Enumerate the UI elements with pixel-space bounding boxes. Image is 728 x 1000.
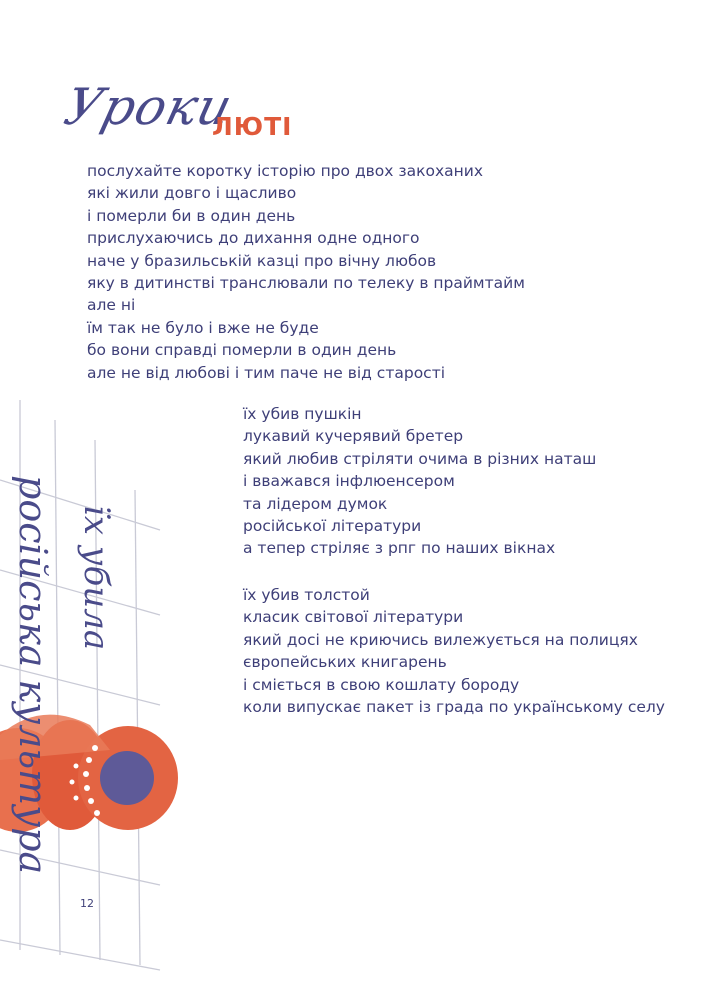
purple-circle	[100, 751, 154, 805]
stanza-2	[243, 403, 596, 560]
stanza-1	[87, 160, 525, 384]
poem-line: яку в дитинстві транслювали по телеку в праймтайм	[87, 273, 525, 292]
poem-line: європейських книгарень	[243, 653, 447, 672]
grid-line	[0, 940, 160, 970]
dot	[92, 745, 98, 751]
poem-line: який любив стріляти очима в різних наташ	[243, 449, 597, 468]
poem-line: і сміється в свою кошлату бороду	[243, 675, 520, 694]
poem-line: російської літератури	[243, 516, 422, 535]
poem-line: прислухаючись до дихання одне одного	[87, 229, 420, 248]
poem-line: і вважався інфлюенсером	[243, 472, 455, 491]
poem-line: який досі не криючись вилежується на полицях	[243, 630, 638, 649]
dot	[88, 798, 94, 804]
poem-line: коли випускає пакет із града по українському селу	[243, 697, 665, 716]
poem-line: які жили довго і щасливо	[87, 184, 297, 203]
poem-line: їх убив пушкін	[243, 405, 362, 423]
title-script: Уроки	[58, 78, 239, 136]
poem-line: бо вони справді померли в один день	[87, 341, 397, 360]
poem-line: та лідером думок	[243, 494, 388, 513]
side-illustration	[0, 380, 200, 980]
dot	[74, 796, 79, 801]
side-text-2: російська культура	[11, 475, 55, 875]
dot	[94, 810, 100, 816]
dot	[83, 771, 89, 777]
poem-line: але не від любові і тим паче не від старості	[87, 363, 446, 382]
title-bold: ЛЮТІ	[212, 112, 293, 141]
poem-line: класик світової літератури	[243, 608, 464, 627]
poem-line: але ні	[87, 296, 136, 315]
dot	[74, 764, 79, 769]
poem-line: їм так не було і вже не буде	[87, 318, 319, 337]
dot	[70, 780, 75, 785]
dot	[86, 757, 92, 763]
dot	[84, 785, 90, 791]
poem-line: наче у бразильській казці про вічну любов	[87, 251, 437, 270]
poem-line: і померли би в один день	[87, 206, 296, 225]
stanza-3	[243, 584, 665, 718]
side-text-1: їх убила	[76, 505, 116, 651]
page-number: 12	[80, 897, 94, 910]
poem-line: лукавий кучерявий бретер	[243, 427, 464, 446]
poem-line: їх убив толстой	[243, 586, 370, 604]
poem-line: послухайте коротку історію про двох закоханих	[87, 162, 484, 180]
poem-line: а тепер стріляє з рпг по наших вікнах	[243, 539, 556, 558]
